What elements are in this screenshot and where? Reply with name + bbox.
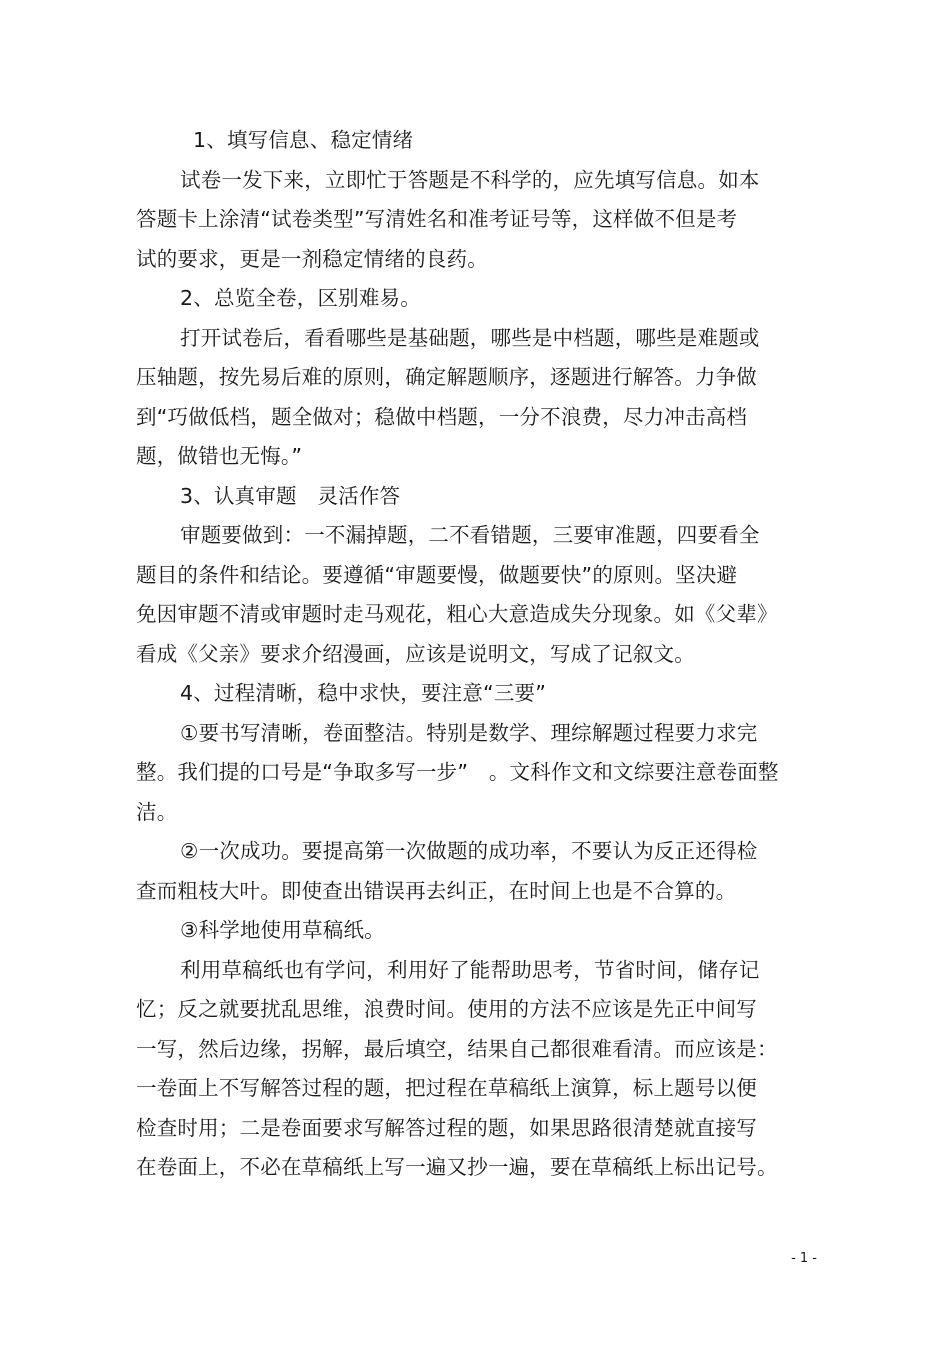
paragraph-line: 一卷面上不写解答过程的题，把过程在草稿纸上演算，标上题号以便 xyxy=(136,1076,757,1100)
paragraph-line: 在卷面上，不必在草稿纸上写一遍又抄一遍，要在草稿纸上标出记号。 xyxy=(136,1155,778,1179)
paragraph-line: 题目的条件和结论。要遵循“审题要慢，做题要快”的原则。坚决避 xyxy=(136,562,738,587)
page-number: - 1 - xyxy=(791,1251,817,1266)
paragraph-line: 答题卡上涂清“试卷类型”写清姓名和准考证号等，这样做不但是考 xyxy=(136,207,738,231)
paragraph-line: 题，做错也无悔。” xyxy=(136,444,303,468)
paragraph-line: 试的要求，更是一剂稳定情绪的良药。 xyxy=(136,246,488,271)
paragraph-line: 试卷一发下来，立即忙于答题是不科学的，应先填写信息。如本 xyxy=(180,167,760,192)
paragraph-line: 免因审题不清或审题时走马观花，粗心大意造成失分现象。如《父辈》 xyxy=(136,602,778,626)
paragraph-line: ②一次成功。要提高第一次做题的成功率，不要认为反正还得检 xyxy=(180,839,758,863)
section-heading: 3、认真审题 灵活作答 xyxy=(180,483,401,508)
paragraph-line: 查而粗枝大叶。即使查出错误再去纠正，在时间上也是不合算的。 xyxy=(136,878,737,903)
paragraph-line: 压轴题，按先易后难的原则，确定解题顺序，逐题进行解答。力争做 xyxy=(136,365,757,389)
paragraph-line: 整。我们提的口号是“争取多写一步” 。文科作文和文综要注意卷面整 xyxy=(136,760,779,784)
paragraph-line: ③科学地使用草稿纸。 xyxy=(180,918,385,942)
paragraph-line: 忆；反之就要扰乱思维，浪费时间。使用的方法不应该是先正中间写 xyxy=(136,997,757,1021)
paragraph-line: 一写，然后边缘，拐解，最后填空，结果自己都很难看清。而应该是： xyxy=(136,1036,778,1061)
paragraph-line: ①要书写清晰，卷面整洁。特别是数学、理综解题过程要力求完 xyxy=(180,720,758,745)
section-heading: 1、填写信息、稳定情绪 xyxy=(193,128,414,152)
paragraph-line: 检查时用；二是卷面要求写解答过程的题，如果思路很清楚就直接写 xyxy=(136,1115,757,1140)
paragraph-line: 打开试卷后，看看哪些是基础题，哪些是中档题，哪些是难题或 xyxy=(180,325,760,350)
paragraph-line: 利用草稿纸也有学问，利用好了能帮助思考，节省时间，储存记 xyxy=(180,957,760,982)
paragraph-line: 洁。 xyxy=(136,799,178,824)
paragraph-line: 看成《父亲》要求介绍漫画，应该是说明文，写成了记叙文。 xyxy=(136,641,695,666)
paragraph-line: 到“巧做低档，题全做对；稳做中档题，一分不浪费，尽力冲击高档 xyxy=(136,404,748,429)
document-body xyxy=(136,121,796,1188)
section-heading: 2、总览全卷，区别难易。 xyxy=(180,286,421,310)
section-heading: 4、过程清晰，稳中求快，要注意“三要” xyxy=(180,681,547,705)
paragraph-line: 审题要做到：一不漏掉题，二不看错题，三要审准题，四要看全 xyxy=(180,523,760,547)
